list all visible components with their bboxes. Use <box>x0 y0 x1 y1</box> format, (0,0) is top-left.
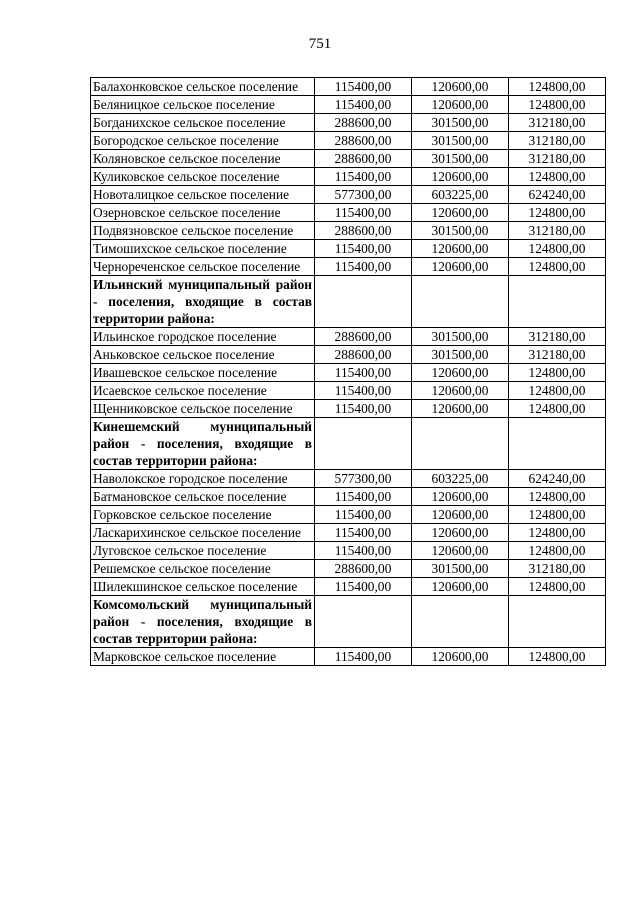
amount-cell-2: 120600,00 <box>412 240 509 258</box>
settlement-name-cell: Ильинское городское поселение <box>91 328 315 346</box>
amount-cell-2: 301500,00 <box>412 150 509 168</box>
table-row <box>91 150 606 168</box>
table-row <box>91 328 606 346</box>
amount-cell-1: 577300,00 <box>315 470 412 488</box>
page-number: 751 <box>308 36 332 52</box>
amount-cell-1: 288600,00 <box>315 346 412 364</box>
amount-cell-1 <box>315 596 412 648</box>
amount-cell-1: 115400,00 <box>315 240 412 258</box>
district-header-cell: Ильинский муниципальный район - поселения, входящие в состав территории района: <box>91 276 315 328</box>
amount-cell-3: 124800,00 <box>509 578 606 596</box>
amount-cell-2 <box>412 596 509 648</box>
settlement-name-cell: Батмановское сельское поселение <box>91 488 315 506</box>
amount-cell-3: 124800,00 <box>509 524 606 542</box>
amount-cell-3: 312180,00 <box>509 560 606 578</box>
amount-cell-3: 312180,00 <box>509 346 606 364</box>
amount-cell-2: 120600,00 <box>412 78 509 96</box>
amount-cell-1: 115400,00 <box>315 96 412 114</box>
amount-cell-2: 301500,00 <box>412 328 509 346</box>
amount-cell-2: 120600,00 <box>412 258 509 276</box>
settlement-name-cell: Подвязновское сельское поселение <box>91 222 315 240</box>
amount-cell-1: 115400,00 <box>315 506 412 524</box>
amount-cell-3: 124800,00 <box>509 258 606 276</box>
table-row <box>91 524 606 542</box>
settlement-name-cell: Богородское сельское поселение <box>91 132 315 150</box>
amount-cell-3: 124800,00 <box>509 382 606 400</box>
table-row <box>91 470 606 488</box>
amount-cell-3: 124800,00 <box>509 400 606 418</box>
amount-cell-2: 120600,00 <box>412 524 509 542</box>
amount-cell-2: 301500,00 <box>412 132 509 150</box>
amount-cell-2: 120600,00 <box>412 578 509 596</box>
amount-cell-2: 120600,00 <box>412 648 509 666</box>
amount-cell-1: 115400,00 <box>315 204 412 222</box>
district-header-cell: Кинешемский муниципальный район - поселения, входящие в состав территории района: <box>91 418 315 470</box>
settlement-name-cell: Тимошихское сельское поселение <box>91 240 315 258</box>
amount-cell-2: 120600,00 <box>412 168 509 186</box>
settlement-name-cell: Чернореченское сельское поселение <box>91 258 315 276</box>
amount-cell-2: 120600,00 <box>412 488 509 506</box>
settlement-name-cell: Коляновское сельское поселение <box>91 150 315 168</box>
district-header-row <box>91 596 606 648</box>
amount-cell-3: 124800,00 <box>509 364 606 382</box>
amount-cell-1: 577300,00 <box>315 186 412 204</box>
amount-cell-3: 124800,00 <box>509 506 606 524</box>
table-row <box>91 186 606 204</box>
settlement-name-cell: Ласкарихинское сельское поселение <box>91 524 315 542</box>
amount-cell-1: 115400,00 <box>315 364 412 382</box>
amount-cell-1: 288600,00 <box>315 114 412 132</box>
amount-cell-3: 124800,00 <box>509 168 606 186</box>
amount-cell-3: 124800,00 <box>509 96 606 114</box>
settlement-name-cell: Горковское сельское поселение <box>91 506 315 524</box>
amount-cell-1: 288600,00 <box>315 132 412 150</box>
district-header-row <box>91 276 606 328</box>
amount-cell-3 <box>509 276 606 328</box>
table-row <box>91 560 606 578</box>
settlement-name-cell: Наволокское городское поселение <box>91 470 315 488</box>
settlement-name-cell: Богданихское сельское поселение <box>91 114 315 132</box>
amount-cell-1: 115400,00 <box>315 400 412 418</box>
amount-cell-1: 115400,00 <box>315 542 412 560</box>
table-row <box>91 240 606 258</box>
amount-cell-1: 115400,00 <box>315 258 412 276</box>
settlement-name-cell: Ивашевское сельское поселение <box>91 364 315 382</box>
amount-cell-1: 288600,00 <box>315 560 412 578</box>
amount-cell-2: 603225,00 <box>412 186 509 204</box>
amount-cell-3: 624240,00 <box>509 470 606 488</box>
table-row <box>91 382 606 400</box>
amount-cell-2: 301500,00 <box>412 560 509 578</box>
amount-cell-3: 312180,00 <box>509 328 606 346</box>
table-row <box>91 648 606 666</box>
amount-cell-3: 312180,00 <box>509 222 606 240</box>
table-row <box>91 132 606 150</box>
amount-cell-2: 120600,00 <box>412 204 509 222</box>
amount-cell-1 <box>315 418 412 470</box>
district-header-row <box>91 418 606 470</box>
amount-cell-1: 115400,00 <box>315 168 412 186</box>
amount-cell-2: 120600,00 <box>412 400 509 418</box>
table-row <box>91 578 606 596</box>
amount-cell-1: 115400,00 <box>315 78 412 96</box>
settlement-name-cell: Шилекшинское сельское поселение <box>91 578 315 596</box>
amount-cell-2 <box>412 276 509 328</box>
amount-cell-1: 115400,00 <box>315 488 412 506</box>
table-row <box>91 78 606 96</box>
settlement-name-cell: Новоталицкое сельское поселение <box>91 186 315 204</box>
amount-cell-1: 288600,00 <box>315 150 412 168</box>
amount-cell-3: 124800,00 <box>509 648 606 666</box>
amount-cell-1: 115400,00 <box>315 578 412 596</box>
settlement-name-cell: Исаевское сельское поселение <box>91 382 315 400</box>
amount-cell-3: 124800,00 <box>509 204 606 222</box>
amount-cell-2: 120600,00 <box>412 364 509 382</box>
table-row <box>91 542 606 560</box>
settlement-name-cell: Марковское сельское поселение <box>91 648 315 666</box>
amount-cell-3: 312180,00 <box>509 150 606 168</box>
amount-cell-3: 124800,00 <box>509 542 606 560</box>
amount-cell-3: 124800,00 <box>509 488 606 506</box>
table-row <box>91 400 606 418</box>
amount-cell-1: 115400,00 <box>315 382 412 400</box>
table-row <box>91 222 606 240</box>
district-header-cell: Комсомольский муниципальный район - поселения, входящие в состав территории района: <box>91 596 315 648</box>
table-row <box>91 258 606 276</box>
table-row <box>91 506 606 524</box>
amount-cell-3 <box>509 418 606 470</box>
settlement-name-cell: Беляницкое сельское поселение <box>91 96 315 114</box>
amount-cell-2: 120600,00 <box>412 506 509 524</box>
amount-cell-3: 124800,00 <box>509 240 606 258</box>
amount-cell-2 <box>412 418 509 470</box>
amount-cell-1: 115400,00 <box>315 524 412 542</box>
amount-cell-2: 120600,00 <box>412 382 509 400</box>
settlement-name-cell: Озерновское сельское поселение <box>91 204 315 222</box>
table-row <box>91 168 606 186</box>
amount-cell-1 <box>315 276 412 328</box>
amount-cell-1: 288600,00 <box>315 222 412 240</box>
settlement-name-cell: Луговское сельское поселение <box>91 542 315 560</box>
amount-cell-2: 301500,00 <box>412 346 509 364</box>
settlements-table <box>90 77 606 666</box>
table-row <box>91 204 606 222</box>
amount-cell-3 <box>509 596 606 648</box>
table-row <box>91 114 606 132</box>
amount-cell-3: 312180,00 <box>509 132 606 150</box>
settlement-name-cell: Щенниковское сельское поселение <box>91 400 315 418</box>
table-row <box>91 488 606 506</box>
amount-cell-1: 288600,00 <box>315 328 412 346</box>
table-row <box>91 96 606 114</box>
amount-cell-2: 301500,00 <box>412 114 509 132</box>
table-row <box>91 346 606 364</box>
amount-cell-1: 115400,00 <box>315 648 412 666</box>
amount-cell-2: 301500,00 <box>412 222 509 240</box>
settlement-name-cell: Аньковское сельское поселение <box>91 346 315 364</box>
amount-cell-3: 124800,00 <box>509 78 606 96</box>
amount-cell-2: 120600,00 <box>412 96 509 114</box>
amount-cell-3: 624240,00 <box>509 186 606 204</box>
amount-cell-3: 312180,00 <box>509 114 606 132</box>
settlement-name-cell: Решемское сельское поселение <box>91 560 315 578</box>
table-body <box>91 78 606 666</box>
table-row <box>91 364 606 382</box>
amount-cell-2: 603225,00 <box>412 470 509 488</box>
amount-cell-2: 120600,00 <box>412 542 509 560</box>
settlement-name-cell: Балахонковское сельское поселение <box>91 78 315 96</box>
settlement-name-cell: Куликовское сельское поселение <box>91 168 315 186</box>
